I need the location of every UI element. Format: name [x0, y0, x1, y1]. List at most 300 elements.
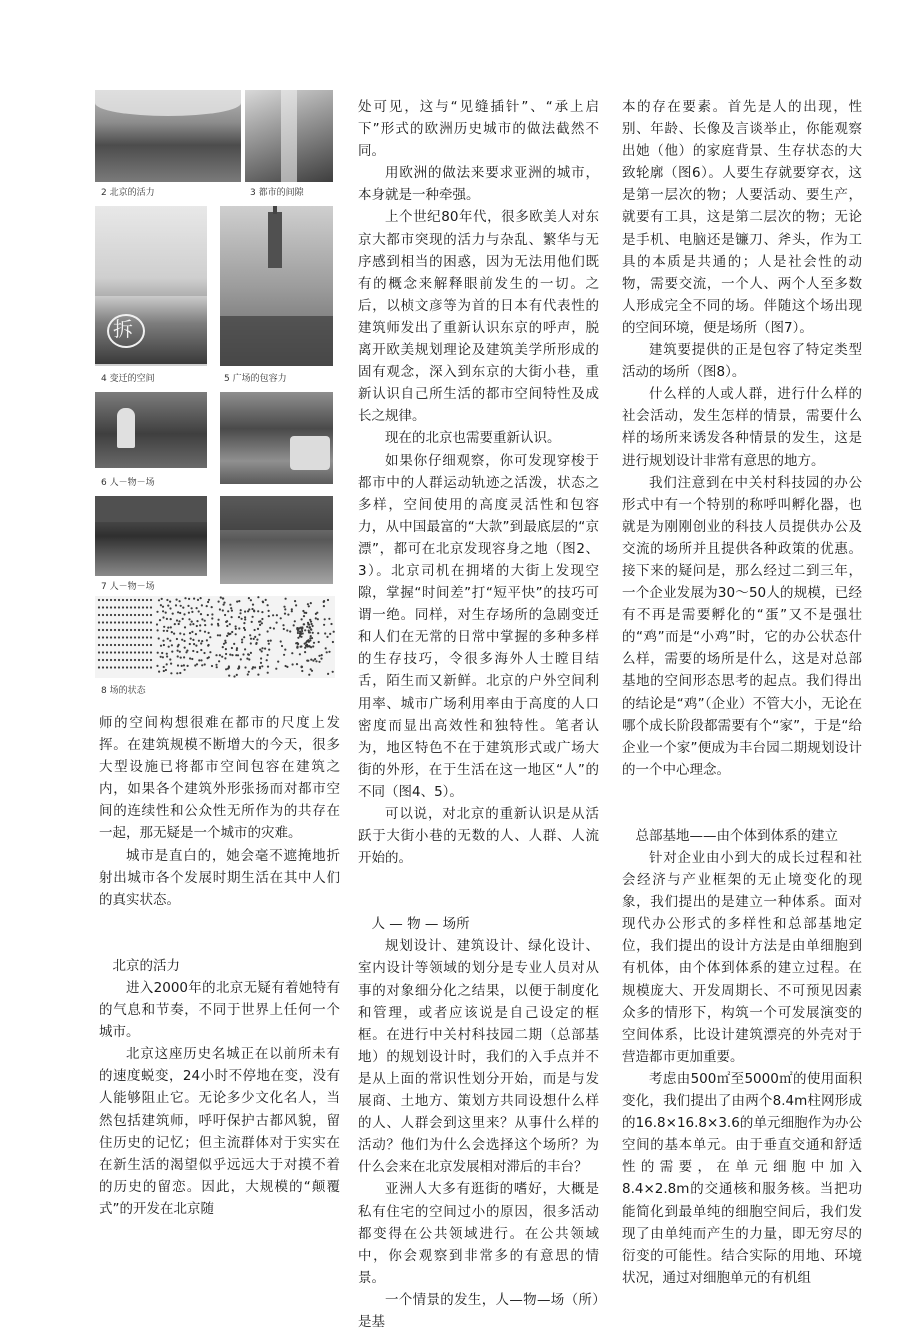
dot: [199, 630, 201, 632]
dot: [286, 629, 288, 631]
dot: [138, 636, 140, 638]
dot: [230, 607, 232, 609]
dot: [306, 626, 308, 628]
dot: [183, 656, 185, 658]
dot: [267, 654, 269, 656]
dot: [313, 642, 315, 644]
dot: [259, 624, 261, 626]
dot: [130, 629, 132, 631]
dot: [222, 597, 224, 599]
dot: [110, 621, 112, 623]
photo-urban-gap: [245, 90, 333, 182]
dot: [238, 667, 240, 669]
dot: [218, 660, 220, 662]
dot: [242, 653, 244, 655]
dot: [98, 636, 100, 638]
dot: [323, 624, 325, 626]
dot: [262, 601, 264, 603]
dot: [106, 659, 108, 661]
dot: [126, 636, 128, 638]
dot: [221, 656, 223, 658]
dot: [277, 661, 279, 663]
dot: [246, 658, 248, 660]
photo-plaza-tolerance: [220, 206, 333, 366]
dot: [297, 637, 299, 639]
dot: [248, 597, 250, 599]
dot: [315, 617, 317, 619]
dot: [122, 659, 124, 661]
dot: [310, 659, 312, 661]
dot: [102, 659, 104, 661]
dot: [102, 606, 104, 608]
dot: [178, 623, 180, 625]
dot: [299, 630, 301, 632]
dot: [158, 599, 160, 601]
dot: [142, 621, 144, 623]
dot: [169, 640, 171, 642]
dot: [106, 666, 108, 668]
dot: [158, 671, 160, 673]
dot: [178, 620, 180, 622]
dot: [98, 599, 100, 601]
dot: [248, 658, 250, 660]
dot: [238, 627, 240, 629]
dot: [300, 633, 302, 635]
dot: [280, 617, 282, 619]
dot: [150, 629, 152, 631]
dot: [261, 647, 263, 649]
dot: [98, 666, 100, 668]
dot: [229, 623, 231, 625]
dot: [191, 621, 193, 623]
dot: [284, 613, 286, 615]
caption-fig8: 8 场的状态: [101, 686, 146, 696]
dot: [198, 659, 200, 661]
dot: [241, 641, 243, 643]
dot: [150, 659, 152, 661]
dot: [169, 601, 171, 603]
dot: [244, 616, 246, 618]
photo-beijing-vitality: [95, 90, 241, 182]
dot: [268, 649, 270, 651]
dot: [179, 632, 181, 634]
field-state-dot-diagram: [95, 596, 335, 678]
dot: [204, 620, 206, 622]
dot: [227, 668, 229, 670]
dot: [184, 647, 186, 649]
dot: [329, 633, 331, 635]
col3-paragraph-1: 本的存在要素。首先是人的出现，性别、年龄、长像及言谈举止，你能观察出她（他）的家庭背景、生存状态的大致轮廓（图6）。人要生存就要穿衣，这是第一层次的物；人要活动、要生产，就要有工具，这是第二层次的物；无论是手机、电脑还是镰刀、斧头，作为工具的本质是共通的；人是社会性的动物，需要交流，一个人、两个人至多数人形成完全不同的场。伴随这个场出现的空间环境，便是场所（图7）。: [622, 99, 862, 336]
dot: [220, 596, 222, 598]
dot: [177, 664, 179, 666]
dot: [118, 621, 120, 623]
col1-section-paragraph-1: 进入2000年的北京无疑有着她特有的气息和节奏，不同于世界上任何一个城市。: [99, 979, 340, 1041]
dot: [166, 655, 168, 657]
dot: [130, 651, 132, 653]
dot: [126, 629, 128, 631]
dot: [231, 616, 233, 618]
dot: [209, 636, 211, 638]
dot: [150, 606, 152, 608]
dot: [176, 672, 178, 674]
dot: [146, 621, 148, 623]
dot: [217, 634, 219, 636]
dot: [122, 614, 124, 616]
column-2: [358, 96, 599, 1333]
dot: [179, 600, 181, 602]
dot: [114, 606, 116, 608]
col2-paragraph-6: 可以说，对北京的重新认识是从活跃于大街小巷的无数的人、人群、人流开始的。: [358, 806, 599, 867]
dot: [146, 599, 148, 601]
dot: [327, 673, 329, 675]
dot: [142, 629, 144, 631]
dot: [303, 615, 305, 617]
dot: [118, 614, 120, 616]
dot: [161, 598, 163, 600]
dot: [240, 658, 242, 660]
dot: [189, 643, 191, 645]
dot: [134, 651, 136, 653]
dot: [181, 639, 183, 641]
dot: [102, 599, 104, 601]
graffiti-text: 拆: [113, 317, 133, 341]
dot: [307, 660, 309, 662]
dot: [285, 598, 287, 600]
dot: [291, 610, 293, 612]
dot: [204, 631, 206, 633]
dot: [233, 643, 235, 645]
dot: [321, 654, 323, 656]
dot: [308, 674, 310, 676]
dot: [174, 623, 176, 625]
dot: [138, 644, 140, 646]
dot: [138, 614, 140, 616]
dot: [106, 644, 108, 646]
dot: [110, 636, 112, 638]
dot: [114, 666, 116, 668]
dot: [238, 600, 240, 602]
dot: [176, 638, 178, 640]
dot: [184, 626, 186, 628]
dot: [318, 641, 320, 643]
dot: [257, 628, 259, 630]
dot: [231, 610, 233, 612]
col2-section-paragraph-2: 亚洲人大多有逛街的嗜好，大概是私有住宅的空间过小的原因，很多活动都变得在公共领域进行。在公共领域中，你会观察到非常多的有意思的情景。: [358, 1181, 599, 1286]
dot: [258, 634, 260, 636]
dot: [192, 623, 194, 625]
dot: [150, 651, 152, 653]
tower-shape: [268, 212, 282, 268]
dot: [314, 658, 316, 660]
dot: [130, 636, 132, 638]
dot: [166, 653, 168, 655]
dot: [134, 614, 136, 616]
dot: [118, 629, 120, 631]
dot: [173, 633, 175, 635]
col2-section-heading: 人 — 物 — 场所: [371, 916, 470, 933]
dot: [114, 629, 116, 631]
photo-person-object-field-d: [220, 496, 333, 584]
dot: [130, 644, 132, 646]
dot: [200, 642, 202, 644]
dot: [102, 629, 104, 631]
photo-person-object-field-a: [95, 392, 207, 468]
dot: [284, 649, 286, 651]
dot: [160, 656, 162, 658]
dot: [253, 638, 255, 640]
dot: [175, 604, 177, 606]
dot: [163, 630, 165, 632]
dot: [250, 599, 252, 601]
dot: [163, 644, 165, 646]
dot: [248, 608, 250, 610]
dot: [207, 614, 209, 616]
dot: [165, 612, 167, 614]
dot: [310, 621, 312, 623]
dot: [201, 618, 203, 620]
dot: [150, 621, 152, 623]
dot: [106, 651, 108, 653]
dot: [264, 648, 266, 650]
col1-section-paragraph-2: 北京这座历史名城正在以前所未有的速度蜕变，24小时不停地在变，没有人能够阻止它。无论多少文化名人，当然包括建筑师，呼吁保护古都风貌，留住历史的记忆；但主流群体对于实实在在新生活的渴望似乎远远大于对摸不着的历史的留恋。因此，大规模的“颠覆式”的开发在北京随: [99, 1046, 340, 1217]
dot: [211, 606, 213, 608]
dot: [309, 626, 311, 628]
dot: [198, 640, 200, 642]
dot: [122, 651, 124, 653]
dot: [207, 601, 209, 603]
dot: [211, 613, 213, 615]
dot: [191, 658, 193, 660]
dot: [236, 674, 238, 676]
dot: [265, 599, 267, 601]
dot: [200, 597, 202, 599]
dot: [226, 625, 228, 627]
col2-paragraph-3: 上个世纪80年代，很多欧美人对东京大都市突现的活力与杂乱、繁华与无序感到相当的困惑，因为无法用他们既有的概念来解释眼前发生的一切。之后，以桢文彦等为首的日本有代表性的建筑师发出了重新认识东京的呼声，脱离开欧美规划理论及建筑美学所形成的固有观念，深入到东京的大街小巷，重新认识自己所生活的都市空间特性及成长之规律。: [358, 209, 599, 425]
dot: [178, 644, 180, 646]
dot: [204, 624, 206, 626]
dot: [257, 596, 259, 598]
dot: [328, 618, 330, 620]
dot: [228, 633, 230, 635]
dot: [146, 666, 148, 668]
caption-fig5: 5 广场的包容力: [224, 374, 287, 384]
dot: [142, 659, 144, 661]
dot: [134, 629, 136, 631]
dot: [324, 632, 326, 634]
dot: [244, 618, 246, 620]
dot: [224, 640, 226, 642]
dot: [162, 656, 164, 658]
photo-person-object-field-b: [220, 392, 333, 484]
dot: [249, 634, 251, 636]
dot: [286, 666, 288, 668]
dot: [224, 657, 226, 659]
dot: [165, 669, 167, 671]
dot: [323, 605, 325, 607]
dot: [102, 621, 104, 623]
dot: [318, 655, 320, 657]
dot: [98, 659, 100, 661]
dot: [159, 619, 161, 621]
dot: [106, 599, 108, 601]
dot: [114, 659, 116, 661]
dot: [142, 636, 144, 638]
dot: [257, 610, 259, 612]
dot: [118, 666, 120, 668]
dot: [106, 629, 108, 631]
dot: [122, 636, 124, 638]
dot: [272, 614, 274, 616]
dot: [281, 645, 283, 647]
dot: [297, 632, 299, 634]
dot: [110, 644, 112, 646]
dot: [333, 631, 335, 633]
dot: [311, 637, 313, 639]
dot: [146, 644, 148, 646]
dot: [98, 614, 100, 616]
dot: [190, 638, 192, 640]
dot: [201, 604, 203, 606]
dot: [219, 634, 221, 636]
dot: [191, 611, 193, 613]
dot: [218, 619, 220, 621]
dot: [150, 599, 152, 601]
dot: [176, 619, 178, 621]
dot: [310, 668, 312, 670]
dot: [284, 608, 286, 610]
dot: [176, 599, 178, 601]
dot: [156, 611, 158, 613]
dot: [110, 599, 112, 601]
dot: [106, 621, 108, 623]
dot: [248, 654, 250, 656]
dot: [157, 629, 159, 631]
dot: [317, 618, 319, 620]
dot: [171, 644, 173, 646]
dot: [219, 654, 221, 656]
dot: [259, 649, 261, 651]
dot: [235, 628, 237, 630]
dot: [177, 650, 179, 652]
col1-paragraph-2: 城市是直白的，她会毫不遮掩地折射出城市各个发展时期生活在其中人们的真实状态。: [99, 847, 340, 908]
dot: [229, 654, 231, 656]
dot: [166, 618, 168, 620]
caption-fig2: 2 北京的活力: [101, 188, 155, 198]
dot: [303, 623, 305, 625]
dot: [248, 671, 250, 673]
dot: [250, 642, 252, 644]
dot: [150, 644, 152, 646]
dot: [171, 651, 173, 653]
dot: [138, 629, 140, 631]
dot: [241, 618, 243, 620]
caption-fig3: 3 都市的间隙: [250, 188, 304, 198]
dot: [170, 626, 172, 628]
dot: [200, 613, 202, 615]
dot: [146, 629, 148, 631]
dot: [261, 650, 263, 652]
dot: [203, 652, 205, 654]
dot: [295, 604, 297, 606]
dot: [223, 643, 225, 645]
dot: [146, 614, 148, 616]
dot: [273, 627, 275, 629]
dot: [187, 605, 189, 607]
dot: [122, 606, 124, 608]
dot: [158, 637, 160, 639]
dot: [250, 652, 252, 654]
dot: [289, 630, 291, 632]
dot: [238, 616, 240, 618]
dot: [201, 640, 203, 642]
dot: [229, 604, 231, 606]
dot: [275, 668, 277, 670]
dot: [130, 606, 132, 608]
dot: [138, 621, 140, 623]
dot: [182, 607, 184, 609]
dot: [243, 622, 245, 624]
dot: [325, 647, 327, 649]
dot: [134, 606, 136, 608]
dot: [114, 599, 116, 601]
dot: [291, 608, 293, 610]
dot: [98, 629, 100, 631]
dot: [268, 610, 270, 612]
dot: [118, 606, 120, 608]
dot: [294, 620, 296, 622]
dot: [236, 601, 238, 603]
dot: [200, 649, 202, 651]
dot: [162, 610, 164, 612]
dot: [267, 630, 269, 632]
dot: [312, 625, 314, 627]
dot: [118, 651, 120, 653]
dot: [297, 643, 299, 645]
dot: [332, 671, 334, 673]
dot: [134, 659, 136, 661]
dot: [332, 641, 334, 643]
dot: [217, 624, 219, 626]
dot: [218, 601, 220, 603]
dot: [161, 652, 163, 654]
dot: [193, 598, 195, 600]
dot: [310, 602, 312, 604]
dot: [215, 654, 217, 656]
dot: [250, 638, 252, 640]
col3-section-paragraph-2: 考虑由500㎡至5000㎡的使用面积变化，我们提出了由两个8.4m柱网形成的16.8×16.8×3.6的单元细胞作为办公空间的基本单元。由于垂直交通和舒适性的需要，在单元细胞中加入8.4×2.8m的交通核和服务核。当把功能简化到最单纯的细胞空间后，我们发现了由单纯而产生的力量，即无穷尽的衍变的可能性。结合实际的用地、环境状况，通过对细胞单元的有机组: [622, 1070, 862, 1286]
col2-section-paragraph-3: 一个情景的发生，人—物—场（所）是基: [358, 1291, 599, 1330]
dot: [311, 623, 313, 625]
dot: [216, 666, 218, 668]
dot: [235, 654, 237, 656]
dot: [206, 605, 208, 607]
col1-paragraph-1: 师的空间构想很难在都市的尺度上发挥。在建筑规模不断增大的今天，很多大型设施已将都市空间包容在建筑之内，如果各个建筑外形张扬而对都市空间的连续性和公众性无所作为的共存在一起，那无疑是一个城市的灾难。: [99, 715, 340, 842]
dot: [162, 606, 164, 608]
dot: [98, 621, 100, 623]
dot: [167, 605, 169, 607]
dot: [260, 657, 262, 659]
dot: [296, 663, 298, 665]
dot: [223, 602, 225, 604]
dot: [160, 645, 162, 647]
dot: [330, 623, 332, 625]
dot: [267, 640, 269, 642]
caption-fig7: 7 人－物－场: [101, 582, 155, 592]
dot: [247, 673, 249, 675]
dot: [200, 659, 202, 661]
dot: [243, 636, 245, 638]
dot: [188, 598, 190, 600]
